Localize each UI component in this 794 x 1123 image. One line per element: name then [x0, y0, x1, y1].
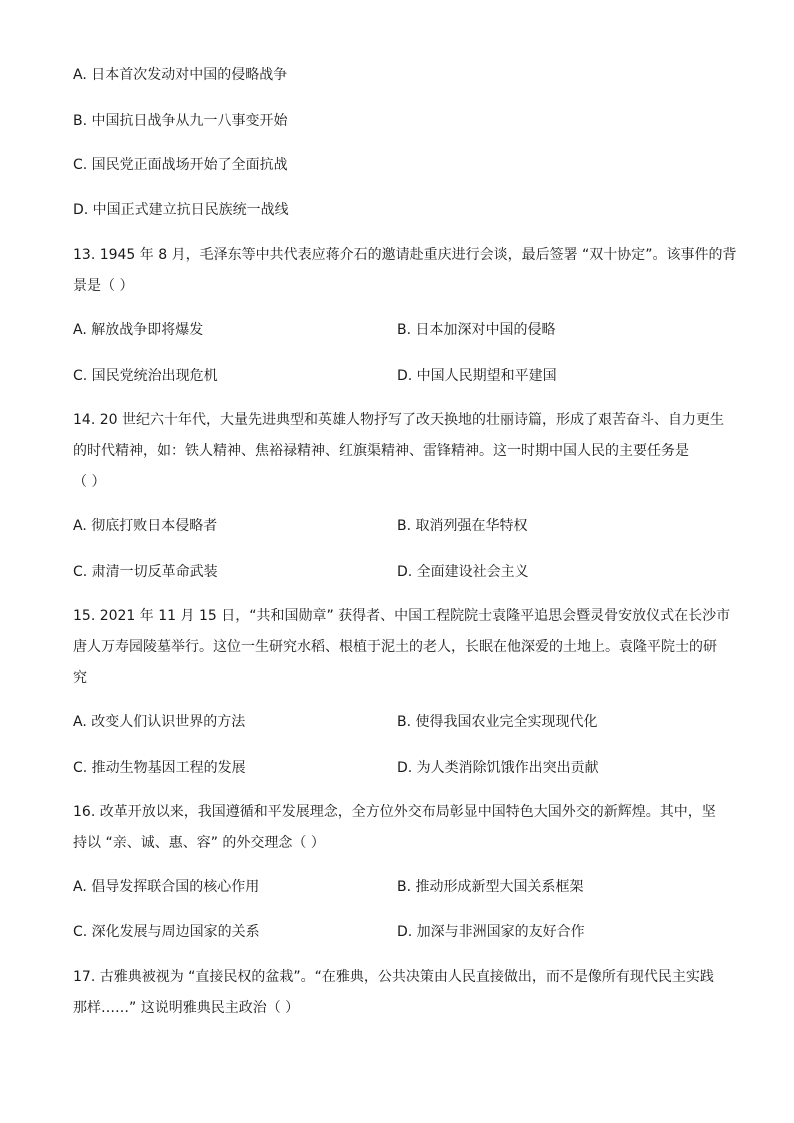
- option-b: B. 推动形成新型大国关系框架: [397, 879, 584, 895]
- question-stem-line: 的时代精神，如：铁人精神、焦裕禄精神、红旗渠精神、雷锋精神。这一时期中国人民的主要任务是: [73, 443, 689, 459]
- option-b: B. 中国抗日战争从九一八事变开始: [73, 113, 288, 129]
- option-b: B. 日本加深对中国的侵略: [397, 322, 556, 338]
- option-b: B. 取消列强在华特权: [397, 518, 528, 534]
- question-stem-line: 景是（ ）: [73, 278, 134, 294]
- question-stem-line: 15. 2021 年 11 月 15 日，“共和国勋章” 获得者、中国工程院院士袁隆平追思会暨灵骨安放仪式在长沙市: [73, 608, 731, 624]
- option-a: A. 日本首次发动对中国的侵略战争: [73, 67, 288, 83]
- option-c: C. 国民党正面战场开始了全面抗战: [73, 157, 288, 173]
- option-c: C. 深化发展与周边国家的关系: [73, 924, 260, 940]
- option-c: C. 国民党统治出现危机: [73, 368, 218, 384]
- option-a: A. 倡导发挥联合国的核心作用: [73, 879, 260, 895]
- option-c: C. 推动生物基因工程的发展: [73, 760, 246, 776]
- question-stem-line: 16. 改革开放以来，我国遵循和平发展理念，全方位外交布局彰显中国特色大国外交的新辉煌。其中，坚: [73, 804, 716, 820]
- option-c: C. 肃清一切反革命武装: [73, 564, 218, 580]
- question-stem-line: 17. 古雅典被视为 “直接民权的盆栽”。“在雅典，公共决策由人民直接做出，而不是像所有现代民主实践: [73, 969, 714, 985]
- option-d: D. 全面建设社会主义: [397, 564, 529, 580]
- question-stem-line: 持以 “亲、诚、惠、容” 的外交理念（ ）: [73, 835, 325, 851]
- option-d: D. 中国正式建立抗日民族统一战线: [73, 202, 289, 218]
- question-stem-line: 14. 20 世纪六十年代，大量先进典型和英雄人物抒写了改天换地的壮丽诗篇，形成了艰苦奋斗、自力更生: [73, 412, 724, 428]
- question-stem-line: 唐人万寿园陵墓举行。这位一生研究水稻、根植于泥土的老人，长眠在他深爱的土地上。袁隆平院士的研: [73, 639, 717, 655]
- option-d: D. 加深与非洲国家的友好合作: [397, 924, 585, 940]
- question-stem-line: （ ）: [73, 474, 106, 490]
- option-a: A. 彻底打败日本侵略者: [73, 518, 218, 534]
- option-b: B. 使得我国农业完全实现现代化: [397, 714, 598, 730]
- option-d: D. 中国人民期望和平建国: [397, 368, 557, 384]
- option-a: A. 改变人们认识世界的方法: [73, 714, 246, 730]
- option-a: A. 解放战争即将爆发: [73, 322, 204, 338]
- question-stem-line: 究: [73, 670, 87, 686]
- question-stem-line: 那样……” 这说明雅典民主政治（ ）: [73, 1000, 300, 1016]
- question-stem-line: 13. 1945 年 8 月，毛泽东等中共代表应蒋介石的邀请赴重庆进行会谈，最后签署 “双十协定”。该事件的背: [73, 247, 737, 263]
- option-d: D. 为人类消除饥饿作出突出贡献: [397, 760, 599, 776]
